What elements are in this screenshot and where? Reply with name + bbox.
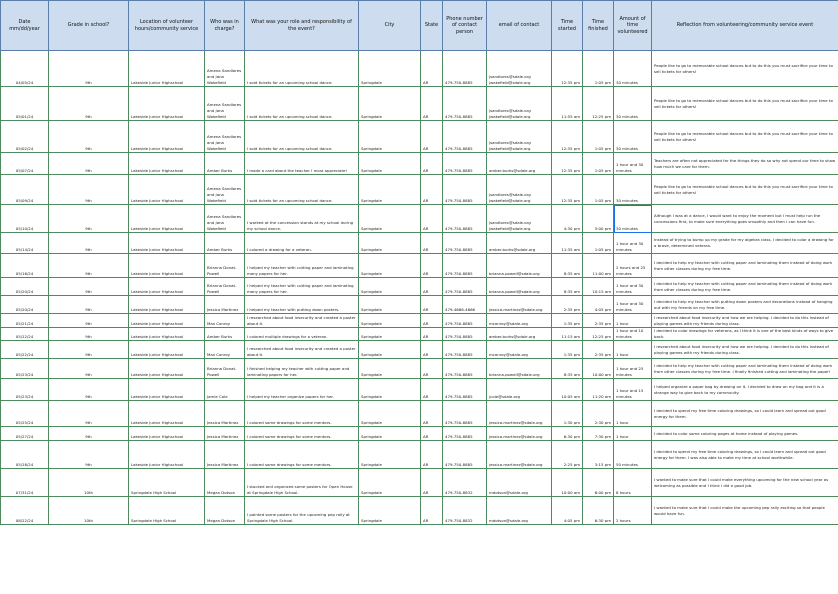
cell-date[interactable]: 05/14/24 xyxy=(1,233,49,254)
cell-in-charge[interactable]: Amena Sandlores and Jana Wakefield xyxy=(205,121,245,153)
cell-location[interactable]: Lakeside Junior Highschool xyxy=(129,441,205,469)
cell-location[interactable]: Lakeside Junior Highschool xyxy=(129,233,205,254)
cell-amount[interactable]: 1 hour and 25 minutes xyxy=(614,359,652,379)
cell-reflection[interactable]: I decided to help my teacher with cutting paper and laminating them instead of doing work from other classes during my free time. xyxy=(652,278,838,296)
cell-role[interactable]: I colored a drawing for a veteran. xyxy=(245,233,359,254)
column-header-email[interactable]: email of contact xyxy=(487,1,552,51)
cell-finish[interactable]: 2:30 pm xyxy=(583,401,614,427)
cell-grade[interactable]: 9th xyxy=(49,233,129,254)
cell-reflection[interactable]: People like to go to memorable school dances but to do this you must sacrifice your time to sell tickets for others! xyxy=(652,175,838,205)
cell-state[interactable]: AR xyxy=(421,314,443,328)
cell-grade[interactable]: 9th xyxy=(49,441,129,469)
cell-city[interactable]: Springdale xyxy=(359,87,421,121)
cell-amount[interactable]: 1 hour and 30 minutes xyxy=(614,278,652,296)
cell-email[interactable]: amber.burks@sdale.org xyxy=(487,233,552,254)
cell-grade[interactable]: 9th xyxy=(49,341,129,359)
cell-city[interactable]: Springdale xyxy=(359,153,421,175)
table-row xyxy=(1,469,838,497)
column-header-time-finished[interactable]: Time finished xyxy=(583,1,614,51)
cell-amount[interactable]: 1 hour xyxy=(614,314,652,328)
cell-finish[interactable]: 1:05 pm xyxy=(583,51,614,87)
cell-state[interactable]: AR xyxy=(421,469,443,497)
cell-reflection[interactable]: Although I was at a dance, I would want to enjoy the moment but I must help run the concessions first, to make sure everything goes smoothly and then I can have fun. xyxy=(652,205,838,233)
cell-date[interactable]: 05/20/24 xyxy=(1,296,49,314)
cell-city[interactable]: Springdale xyxy=(359,497,421,525)
cell-finish[interactable]: 1:05 pm xyxy=(583,121,614,153)
cell-date[interactable]: 05/09/24 xyxy=(1,175,49,205)
cell-date[interactable]: 05/23/24 xyxy=(1,379,49,401)
table-row xyxy=(1,51,838,87)
cell-finish[interactable]: 1:05 pm xyxy=(583,175,614,205)
cell-location[interactable]: Lakeside Junior Highschool xyxy=(129,401,205,427)
cell-date[interactable]: 05/21/24 xyxy=(1,314,49,328)
cell-amount[interactable]: 1 hour xyxy=(614,341,652,359)
cell-city[interactable]: Springdale xyxy=(359,328,421,341)
cell-date[interactable]: 05/22/24 xyxy=(1,341,49,359)
cell-reflection[interactable]: I researched about food insecurity and how we are helping. I decided to do this instead of playing games with my friends during class. xyxy=(652,314,838,328)
cell-start[interactable]: 10:00 am xyxy=(552,469,583,497)
cell-location[interactable]: Lakeside Junior Highschool xyxy=(129,341,205,359)
cell-start[interactable]: 2:35 pm xyxy=(552,296,583,314)
cell-location[interactable]: Lakeside Junior Highschool xyxy=(129,254,205,278)
cell-start[interactable]: 8:35 am xyxy=(552,359,583,379)
cell-amount[interactable]: 30 minutes xyxy=(614,87,652,121)
cell-phone[interactable]: 479-750-8832 xyxy=(443,469,487,497)
cell-in-charge[interactable]: Max Conroy xyxy=(205,314,245,328)
cell-email[interactable]: jsandlores@sdale.org jwakefield@sdale.org xyxy=(487,121,552,153)
cell-location[interactable]: Lakeside Junior Highschool xyxy=(129,278,205,296)
cell-role[interactable]: I helped my teacher with putting down posters. xyxy=(245,296,359,314)
cell-location[interactable]: Lakeside Junior Highschool xyxy=(129,359,205,379)
cell-reflection[interactable]: Teachers are often not appreciated for the things they do so why not spend our time to show how much we care for them. xyxy=(652,153,838,175)
cell-location[interactable]: Lakeside Junior Highschool xyxy=(129,205,205,233)
cell-grade[interactable]: 9th xyxy=(49,205,129,233)
cell-city[interactable]: Springdale xyxy=(359,51,421,87)
cell-amount[interactable]: 30 minutes xyxy=(614,175,652,205)
cell-role[interactable]: I sold tickets for an upcoming school dance. xyxy=(245,121,359,153)
cell-start[interactable]: 11:55 am xyxy=(552,87,583,121)
cell-reflection[interactable]: People like to go to memorable school dances but to do this you must sacrifice your time to sell tickets for others! xyxy=(652,51,838,87)
cell-location[interactable]: Lakeside Junior Highschool xyxy=(129,121,205,153)
cell-email[interactable]: jsandlores@sdale.org jwakefield@sdale.org xyxy=(487,87,552,121)
cell-date[interactable]: 05/10/24 xyxy=(1,205,49,233)
cell-city[interactable]: Springdale xyxy=(359,401,421,427)
table-row xyxy=(1,401,838,427)
cell-in-charge[interactable]: Amena Sandlores and Jana Wakefield xyxy=(205,51,245,87)
cell-phone[interactable]: 479-750-8885 xyxy=(443,359,487,379)
cell-role[interactable]: I researched about food insecurity and created a poster about it. xyxy=(245,341,359,359)
table-row xyxy=(1,87,838,121)
cell-date[interactable]: 05/28/24 xyxy=(1,441,49,469)
cell-grade[interactable]: 9th xyxy=(49,278,129,296)
cell-city[interactable]: Springdale xyxy=(359,296,421,314)
cell-role[interactable]: I colored some drawings for some mentors. xyxy=(245,427,359,441)
cell-phone[interactable]: 479-750-8885 xyxy=(443,379,487,401)
column-header-reflection[interactable]: Reflection from volunteering/community service event xyxy=(652,1,838,51)
cell-city[interactable]: Springdale xyxy=(359,278,421,296)
cell-phone[interactable]: 479-750-8885 xyxy=(443,205,487,233)
cell-amount[interactable]: 1 hour and 30 minutes xyxy=(614,233,652,254)
cell-state[interactable]: AR xyxy=(421,379,443,401)
cell-amount[interactable]: 1 hour and 10 minutes xyxy=(614,328,652,341)
cell-city[interactable]: Springdale xyxy=(359,314,421,328)
cell-grade[interactable]: 9th xyxy=(49,328,129,341)
table-row xyxy=(1,153,838,175)
column-header-date[interactable]: Date mm/dd/year xyxy=(1,1,49,51)
cell-in-charge[interactable]: Max Conroy xyxy=(205,341,245,359)
cell-start[interactable]: 12:35 pm xyxy=(552,121,583,153)
cell-reflection[interactable]: I researched about food insecurity and how we are helping. I decided to do this instead of playing games with my friends during class. xyxy=(652,341,838,359)
cell-start[interactable]: 6:30 pm xyxy=(552,427,583,441)
table-row xyxy=(1,341,838,359)
cell-date[interactable]: 07/31/24 xyxy=(1,469,49,497)
cell-amount[interactable]: 2 hours xyxy=(614,497,652,525)
cell-in-charge[interactable]: Jessica Martinez xyxy=(205,296,245,314)
cell-reflection[interactable]: I wanted to make sure that I could make the upcoming pep rally exciting so that people would have fun. xyxy=(652,497,838,525)
table-row xyxy=(1,328,838,341)
cell-start[interactable]: 12:35 pm xyxy=(552,153,583,175)
column-header-location[interactable]: Location of volunteer hours/community service xyxy=(129,1,205,51)
cell-email[interactable]: brianna.powell@sdale.org xyxy=(487,359,552,379)
cell-finish[interactable]: 2:35 pm xyxy=(583,341,614,359)
table-row xyxy=(1,233,838,254)
table-row xyxy=(1,441,838,469)
cell-grade[interactable]: 9th xyxy=(49,153,129,175)
cell-start[interactable]: 10:05 am xyxy=(552,379,583,401)
column-header-in-charge[interactable]: Who was in charge? xyxy=(205,1,245,51)
cell-city[interactable]: Springdale xyxy=(359,254,421,278)
cell-in-charge[interactable]: Jamie Cole xyxy=(205,379,245,401)
cell-role[interactable]: I researched about food insecurity and created a poster about it. xyxy=(245,314,359,328)
cell-phone[interactable]: 479-750-8885 xyxy=(443,175,487,205)
table-row xyxy=(1,278,838,296)
cell-state[interactable]: AR xyxy=(421,205,443,233)
cell-email[interactable]: jsandlores@sdale.org jwakefield@sdale.org xyxy=(487,205,552,233)
cell-finish[interactable]: 6:00 pm xyxy=(583,469,614,497)
cell-phone[interactable]: 479-750-8885 xyxy=(443,328,487,341)
cell-in-charge[interactable]: Amena Sandlores and Jana Wakefield xyxy=(205,87,245,121)
cell-amount[interactable]: 1 hour and 15 minutes xyxy=(614,379,652,401)
cell-finish[interactable]: 4:05 pm xyxy=(583,296,614,314)
cell-date[interactable]: 05/23/24 xyxy=(1,359,49,379)
cell-finish[interactable]: 6:30 pm xyxy=(583,497,614,525)
cell-reflection[interactable]: I decided to help my teacher with putting down posters and decorations instead of hanging out with my friends on my free time. xyxy=(652,296,838,314)
cell-location[interactable]: Lakeside Junior Highschool xyxy=(129,296,205,314)
cell-reflection[interactable]: I decided to spend my free time coloring drawings, so I could learn and spread out good energy for them. I was also able to make my time at school worthwhile. xyxy=(652,441,838,469)
cell-state[interactable]: AR xyxy=(421,175,443,205)
cell-grade[interactable]: 9th xyxy=(49,175,129,205)
cell-finish[interactable]: 1:05 pm xyxy=(583,233,614,254)
table-row xyxy=(1,121,838,153)
cell-date[interactable]: 05/20/24 xyxy=(1,278,49,296)
cell-start[interactable]: 1:35 pm xyxy=(552,341,583,359)
cell-reflection[interactable]: I decided to help my teacher with cutting paper and laminating them instead of doing work from other classes during my free time. xyxy=(652,254,838,278)
cell-role[interactable]: I stocked and organized some posters for Open House at Springdale High School. xyxy=(245,469,359,497)
cell-phone[interactable]: 479-750-8885 xyxy=(443,87,487,121)
cell-finish[interactable]: 10:00 am xyxy=(583,359,614,379)
column-header-role[interactable]: What was your role and responsibility of the event? xyxy=(245,1,359,51)
cell-role[interactable]: I sold tickets for an upcoming school dance. xyxy=(245,175,359,205)
cell-city[interactable]: Springdale xyxy=(359,233,421,254)
cell-city[interactable]: Springdale xyxy=(359,379,421,401)
cell-state[interactable]: AR xyxy=(421,427,443,441)
cell-phone[interactable]: 479-750-8885 xyxy=(443,401,487,427)
cell-phone[interactable]: 479-750-8885 xyxy=(443,341,487,359)
cell-in-charge[interactable]: Amena Sandlores and Jana Wakefield xyxy=(205,205,245,233)
cell-in-charge[interactable]: Jessica Martinez xyxy=(205,427,245,441)
cell-finish[interactable]: 3:15 pm xyxy=(583,441,614,469)
column-header-grade[interactable]: Grade in school? xyxy=(49,1,129,51)
cell-city[interactable]: Springdale xyxy=(359,469,421,497)
column-header-city[interactable]: City xyxy=(359,1,421,51)
cell-in-charge[interactable]: Megan Dotson xyxy=(205,497,245,525)
cell-start[interactable]: 8:35 am xyxy=(552,254,583,278)
cell-state[interactable]: AR xyxy=(421,278,443,296)
cell-grade[interactable]: 9th xyxy=(49,254,129,278)
cell-in-charge[interactable]: Amena Sandlores and Jana Wakefield xyxy=(205,175,245,205)
cell-start[interactable]: 12:35 pm xyxy=(552,51,583,87)
cell-location[interactable]: Lakeside Junior Highschool xyxy=(129,314,205,328)
cell-reflection[interactable]: I decided to help my teacher with cutting paper and laminating them instead of doing work from other classes during my free time. I finally finished cutting and laminating the paper! xyxy=(652,359,838,379)
cell-city[interactable]: Springdale xyxy=(359,427,421,441)
cell-phone[interactable]: 479-4666-4666 xyxy=(443,296,487,314)
cell-role[interactable]: I worked at the concession stands at my school during my school dance. xyxy=(245,205,359,233)
cell-start[interactable]: 4:30 pm xyxy=(552,205,583,233)
cell-email[interactable]: jcole@sdale.org xyxy=(487,379,552,401)
cell-finish[interactable]: 12:25 pm xyxy=(583,328,614,341)
cell-amount[interactable]: 50 minutes xyxy=(614,441,652,469)
cell-email[interactable]: mdotson@sdale.org xyxy=(487,469,552,497)
cell-in-charge[interactable]: Amber Burks xyxy=(205,153,245,175)
cell-date[interactable]: 05/02/24 xyxy=(1,121,49,153)
cell-amount[interactable]: 1 hour and 30 minutes xyxy=(614,296,652,314)
cell-email[interactable]: amber.burks@sdale.org xyxy=(487,328,552,341)
cell-location[interactable]: Lakeside Junior Highschool xyxy=(129,379,205,401)
cell-amount[interactable]: 2 hours and 25 minutes xyxy=(614,254,652,278)
cell-grade[interactable]: 9th xyxy=(49,401,129,427)
cell-state[interactable]: AR xyxy=(421,87,443,121)
cell-state[interactable]: AR xyxy=(421,254,443,278)
cell-city[interactable]: Springdale xyxy=(359,441,421,469)
cell-location[interactable]: Lakeside Junior Highschool xyxy=(129,51,205,87)
cell-start[interactable]: 2:25 pm xyxy=(552,441,583,469)
cell-state[interactable]: AR xyxy=(421,328,443,341)
cell-role[interactable]: I sold tickets for an upcoming school dance. xyxy=(245,51,359,87)
cell-phone[interactable]: 479-750-8885 xyxy=(443,254,487,278)
cell-state[interactable]: AR xyxy=(421,497,443,525)
cell-phone[interactable]: 479-750-8885 xyxy=(443,314,487,328)
cell-state[interactable]: AR xyxy=(421,233,443,254)
cell-start[interactable]: 1:35 pm xyxy=(552,314,583,328)
cell-finish[interactable]: 7:30 pm xyxy=(583,427,614,441)
cell-amount[interactable]: 8 hours xyxy=(614,469,652,497)
cell-city[interactable]: Springdale xyxy=(359,359,421,379)
cell-date[interactable]: 05/16/24 xyxy=(1,254,49,278)
cell-location[interactable]: Lakeside Junior Highschool xyxy=(129,427,205,441)
cell-email[interactable]: brianna.powell@sdale.org xyxy=(487,254,552,278)
cell-email[interactable]: mconroy@sdale.org xyxy=(487,341,552,359)
cell-phone[interactable]: 479-750-8885 xyxy=(443,441,487,469)
cell-in-charge[interactable]: Brianna Donat-Powell xyxy=(205,359,245,379)
table-row xyxy=(1,359,838,379)
cell-finish[interactable]: 5:00 pm xyxy=(583,205,614,233)
cell-date[interactable]: 05/27/24 xyxy=(1,427,49,441)
cell-reflection[interactable]: Instead of trying to bump up my grade for my algebra class, I decided to color a drawing for a brave, determined veteran. xyxy=(652,233,838,254)
cell-amount[interactable]: 30 minutes xyxy=(614,205,652,233)
cell-date[interactable]: 08/22/24 xyxy=(1,497,49,525)
cell-state[interactable]: AR xyxy=(421,121,443,153)
cell-grade[interactable]: 9th xyxy=(49,51,129,87)
cell-reflection[interactable]: I decided to color some coloring pages at home instead of playing games. xyxy=(652,427,838,441)
cell-state[interactable]: AR xyxy=(421,359,443,379)
cell-reflection[interactable]: I decided to spend my free time coloring drawings, so I could learn and spread out good energy for them. xyxy=(652,401,838,427)
header-row xyxy=(1,1,838,51)
cell-role[interactable]: I colored some drawings for some mentors. xyxy=(245,441,359,469)
cell-state[interactable]: AR xyxy=(421,341,443,359)
cell-phone[interactable]: 479-750-8832 xyxy=(443,497,487,525)
cell-grade[interactable]: 10th xyxy=(49,469,129,497)
cell-start[interactable]: 12:35 pm xyxy=(552,175,583,205)
cell-in-charge[interactable]: Amber Burks xyxy=(205,328,245,341)
cell-phone[interactable]: 479-750-8885 xyxy=(443,278,487,296)
cell-in-charge[interactable]: Brianna Donat-Powell xyxy=(205,278,245,296)
cell-state[interactable]: AR xyxy=(421,441,443,469)
cell-grade[interactable]: 9th xyxy=(49,87,129,121)
cell-date[interactable]: 05/07/24 xyxy=(1,153,49,175)
cell-role[interactable]: I colored multiple drawings for a veteran. xyxy=(245,328,359,341)
cell-email[interactable]: jessica.martinez@sdale.org xyxy=(487,401,552,427)
cell-in-charge[interactable]: Brianna Donat-Powell xyxy=(205,254,245,278)
table-row xyxy=(1,254,838,278)
table-row xyxy=(1,205,838,233)
table-row xyxy=(1,175,838,205)
cell-grade[interactable]: 9th xyxy=(49,427,129,441)
table-row xyxy=(1,296,838,314)
cell-reflection[interactable]: I wanted to make sure that I could make everything upcoming for the new school year as welcoming as possible and I think I did a good job. xyxy=(652,469,838,497)
cell-email[interactable]: amber.burks@sdale.org xyxy=(487,153,552,175)
cell-email[interactable]: jessica.martinez@sdale.org xyxy=(487,427,552,441)
cell-city[interactable]: Springdale xyxy=(359,341,421,359)
cell-role[interactable]: I helped my teacher organize papers for her. xyxy=(245,379,359,401)
cell-reflection[interactable]: People like to go to memorable school dances but to do this you must sacrifice your time to sell tickets for others! xyxy=(652,87,838,121)
cell-state[interactable]: AR xyxy=(421,401,443,427)
cell-finish[interactable]: 2:35 pm xyxy=(583,314,614,328)
cell-start[interactable]: 8:35 am xyxy=(552,278,583,296)
cell-state[interactable]: AR xyxy=(421,51,443,87)
cell-grade[interactable]: 9th xyxy=(49,296,129,314)
column-header-phone[interactable]: Phone number of contact person xyxy=(443,1,487,51)
cell-in-charge[interactable]: Amber Burks xyxy=(205,233,245,254)
table-row xyxy=(1,497,838,525)
sheet-body xyxy=(1,51,838,525)
table-row xyxy=(1,379,838,401)
cell-role[interactable]: I finished helping my teacher with cutting paper and laminating papers for her. xyxy=(245,359,359,379)
cell-finish[interactable]: 11:20 am xyxy=(583,379,614,401)
cell-phone[interactable]: 479-750-8885 xyxy=(443,153,487,175)
cell-email[interactable]: jsandlores@sdale.org jwakefield@sdale.org xyxy=(487,175,552,205)
cell-location[interactable]: Lakeside Junior Highschool xyxy=(129,175,205,205)
cell-role[interactable]: I helped my teacher with cutting paper and laminating many papers for her. xyxy=(245,278,359,296)
cell-phone[interactable]: 479-750-8885 xyxy=(443,427,487,441)
column-header-time-started[interactable]: Time started xyxy=(552,1,583,51)
cell-location[interactable]: Lakeside Junior Highschool xyxy=(129,87,205,121)
cell-city[interactable]: Springdale xyxy=(359,121,421,153)
cell-date[interactable]: 05/25/24 xyxy=(1,401,49,427)
cell-amount[interactable]: 1 hour xyxy=(614,401,652,427)
column-header-amount[interactable]: Amount of time volunteered xyxy=(614,1,652,51)
cell-email[interactable]: brianna.powell@sdale.org xyxy=(487,278,552,296)
cell-location[interactable]: Lakeside Junior Highschool xyxy=(129,153,205,175)
cell-date[interactable]: 05/22/24 xyxy=(1,328,49,341)
cell-amount[interactable]: 1 hour and 30 minutes xyxy=(614,153,652,175)
cell-date[interactable]: 04/05/24 xyxy=(1,51,49,87)
cell-finish[interactable]: 12:25 pm xyxy=(583,87,614,121)
cell-role[interactable]: I colored some drawings for some mentors. xyxy=(245,401,359,427)
cell-start[interactable]: 1:30 pm xyxy=(552,401,583,427)
cell-email[interactable]: mconroy@sdale.org xyxy=(487,314,552,328)
cell-state[interactable]: AR xyxy=(421,296,443,314)
cell-city[interactable]: Springdale xyxy=(359,175,421,205)
cell-start[interactable]: 11:15 am xyxy=(552,328,583,341)
cell-phone[interactable]: 479-750-8885 xyxy=(443,233,487,254)
cell-role[interactable]: I painted some posters for the upcoming pep rally at Springdale High School. xyxy=(245,497,359,525)
cell-email[interactable]: jsandlores@sdale.org jwakefield@sdale.org xyxy=(487,51,552,87)
cell-finish[interactable]: 1:05 pm xyxy=(583,153,614,175)
cell-role[interactable]: I helped my teacher with cutting paper and laminating many papers for her. xyxy=(245,254,359,278)
cell-amount[interactable]: 1 hour xyxy=(614,427,652,441)
cell-state[interactable]: AR xyxy=(421,153,443,175)
table-row xyxy=(1,427,838,441)
cell-location[interactable]: Springdale High School xyxy=(129,497,205,525)
cell-finish[interactable]: 10:15 am xyxy=(583,278,614,296)
cell-phone[interactable]: 479-750-8885 xyxy=(443,121,487,153)
cell-email[interactable]: jessica.martinez@sdale.org xyxy=(487,441,552,469)
cell-grade[interactable]: 9th xyxy=(49,359,129,379)
cell-location[interactable]: Springdale High School xyxy=(129,469,205,497)
cell-in-charge[interactable]: Megan Dotson xyxy=(205,469,245,497)
column-header-state[interactable]: State xyxy=(421,1,443,51)
cell-start[interactable]: 4:05 pm xyxy=(552,497,583,525)
cell-grade[interactable]: 9th xyxy=(49,121,129,153)
cell-email[interactable]: mdotson@sdale.org xyxy=(487,497,552,525)
cell-phone[interactable]: 479-750-8885 xyxy=(443,51,487,87)
cell-location[interactable]: Lakeside Junior Highschool xyxy=(129,328,205,341)
cell-grade[interactable]: 9th xyxy=(49,379,129,401)
cell-reflection[interactable]: I helped organize a paper bag by drawing on it. I decided to draw on my bag and it is a strange way to give back to my community. xyxy=(652,379,838,401)
cell-role[interactable]: I sold tickets for an upcoming school dance. xyxy=(245,87,359,121)
table-row xyxy=(1,314,838,328)
cell-amount[interactable]: 30 minutes xyxy=(614,121,652,153)
cell-start[interactable]: 11:35 am xyxy=(552,233,583,254)
cell-city[interactable]: Springdale xyxy=(359,205,421,233)
cell-email[interactable]: jessica.martinez@sdale.org xyxy=(487,296,552,314)
cell-reflection[interactable]: I decided to color drawings for veterans, as I think it is one of the best kinds of ways to give back. xyxy=(652,328,838,341)
cell-in-charge[interactable]: Jessica Martinez xyxy=(205,441,245,469)
cell-in-charge[interactable]: Jessica Martinez xyxy=(205,401,245,427)
cell-reflection[interactable]: People like to go to memorable school dances but to do this you must sacrifice your time to sell tickets for others! xyxy=(652,121,838,153)
cell-amount[interactable]: 30 minutes xyxy=(614,51,652,87)
cell-role[interactable]: I made a card about the teacher I most appreciate! xyxy=(245,153,359,175)
cell-finish[interactable]: 11:00 am xyxy=(583,254,614,278)
cell-grade[interactable]: 10th xyxy=(49,497,129,525)
cell-date[interactable]: 05/01/24 xyxy=(1,87,49,121)
cell-grade[interactable]: 9th xyxy=(49,314,129,328)
